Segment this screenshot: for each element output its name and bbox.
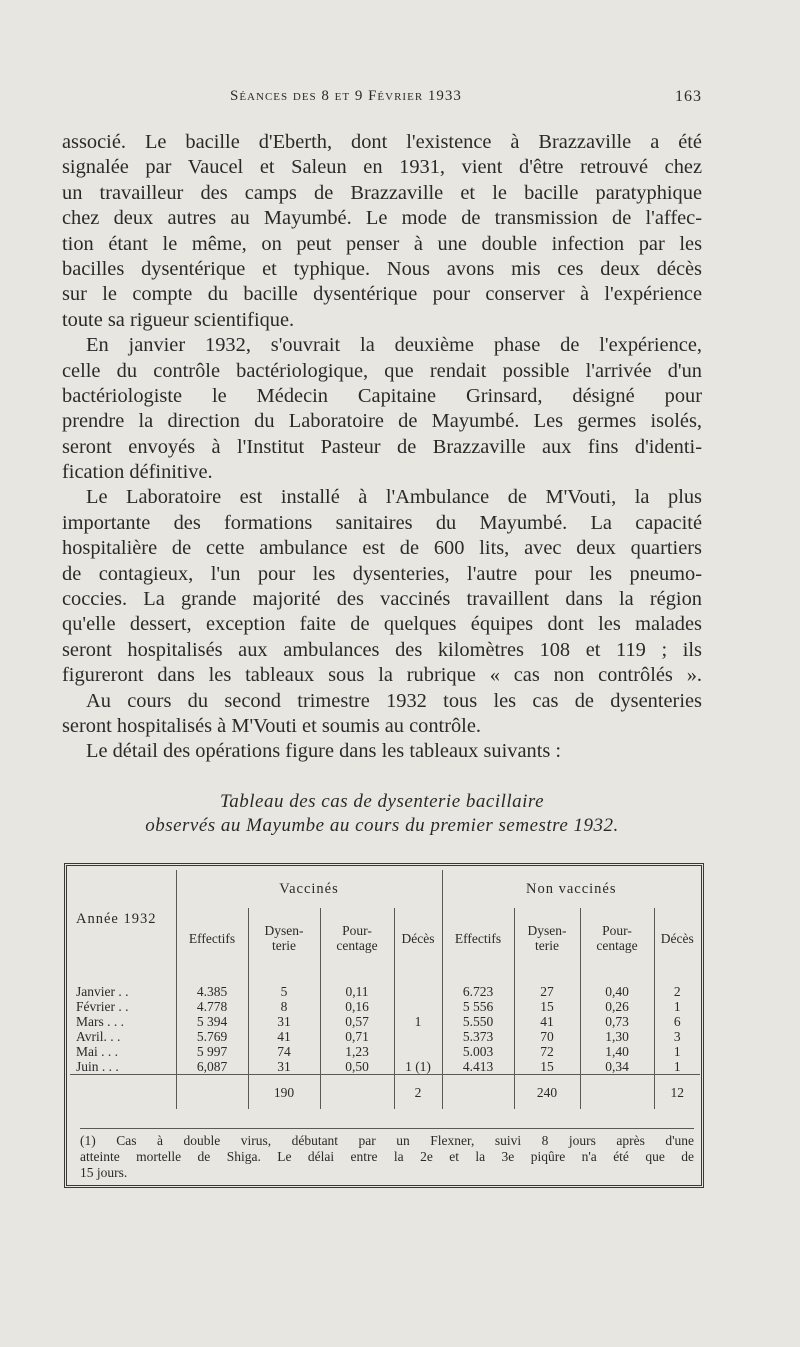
page-number: 163	[675, 88, 702, 105]
body-line: chez deux autres au Mayumbé. Le mode de transmission de l'affec-	[62, 207, 702, 230]
body-line: coccies. La grande majorité des vaccinés travaillent dans la région	[62, 588, 702, 611]
total-non-vaccinated-dysentery: 240	[514, 1075, 580, 1110]
body-line: celle du contrôle bactériologique, que rendait possible l'arrivée d'un	[62, 359, 702, 382]
total-vaccinated-deaths: 2	[394, 1075, 442, 1110]
table-row: Janvier . . 4.385 5 0,11 6.723 27 0,40 2	[70, 984, 700, 999]
table-row: Mai . . . 5 997 74 1,23 5.003 72 1,40 1	[70, 1044, 700, 1059]
body-text	[62, 130, 702, 765]
body-line: Le détail des opérations figure dans les tableaux suivants :	[86, 740, 562, 763]
non-vaccinated-group-header: Non vaccinés	[442, 870, 700, 908]
body-line: fication définitive.	[62, 461, 213, 484]
table-footnote	[80, 1128, 694, 1181]
body-line: seront hospitalisés aux ambulances des kilomètres 108 et 119 ; ils	[62, 638, 702, 661]
body-line: qu'elle dessert, exception faite de quelques équipes dont les malades	[62, 613, 702, 636]
table-row: Juin . . . 6,087 31 0,50 1 (1) 4.413 15 0,34 1	[70, 1059, 700, 1075]
body-line: hospitalière de cette ambulance est de 600 lits, avec deux quartiers	[62, 537, 702, 560]
body-line: importante des formations sanitaires du Mayumbé. La capacité	[62, 511, 702, 534]
table-row: Février . . 4.778 8 0,16 5 556 15 0,26 1	[70, 999, 700, 1014]
body-line: un travailleur des camps de Brazzaville et le bacille paratyphique	[62, 181, 702, 204]
col-header-deces: Décès	[394, 908, 442, 968]
body-line: Au cours du second trimestre 1932 tous les cas de dysenteries	[86, 689, 702, 712]
table-title	[62, 790, 702, 838]
total-vaccinated-dysentery: 190	[248, 1075, 320, 1110]
running-head: Séances des 8 et 9 Février 1933	[230, 88, 462, 104]
body-line: prendre la direction du Laboratoire de Mayumbé. Les germes isolés,	[62, 410, 702, 433]
body-line: seront hospitalisés à M'Vouti et soumis au contrôle.	[62, 714, 481, 737]
total-non-vaccinated-deaths: 12	[654, 1075, 700, 1110]
col-header-pourcentage: Pour- centage	[320, 908, 394, 968]
body-line: seront envoyés à l'Institut Pasteur de Brazzaville aux fins d'identi-	[62, 435, 702, 458]
col-header-deces: Décès	[654, 908, 700, 968]
vaccinated-group-header: Vaccinés	[176, 870, 442, 908]
body-line: signalée par Vaucel et Saleun en 1931, vient d'être retrouvé chez	[62, 156, 702, 179]
body-line: de contagieux, l'un pour les dysenteries, l'autre pour les pneumo-	[62, 562, 702, 585]
table-title-line-2: observés au Mayumbe au cours du premier semestre 1932.	[145, 815, 619, 836]
col-header-dysenterie: Dysen- terie	[248, 908, 320, 968]
body-line: toute sa rigueur scientifique.	[62, 308, 295, 331]
body-line: bacilles dysentérique et typhique. Nous avons mis ces deux décès	[62, 257, 702, 280]
body-line: figureront dans les tableaux sous la rubrique « cas non contrôlés ».	[62, 664, 702, 687]
footnote-line: (1) Cas à double virus, débutant par un Flexner, suivi 8 jours après d'une	[80, 1133, 694, 1148]
page-header	[62, 88, 702, 112]
body-line: En janvier 1932, s'ouvrait la deuxième phase de l'expérience,	[86, 334, 702, 357]
table-row: Mars . . . 5 394 31 0,57 1 5.550 41 0,73 6	[70, 1014, 700, 1029]
totals-row	[70, 1075, 700, 1110]
table-row: Avril. . . 5.769 41 0,71 5.373 70 1,30 3	[70, 1029, 700, 1044]
body-line: tion étant le même, on peut penser à une double infection par les	[62, 232, 702, 255]
col-header-effectifs: Effectifs	[442, 908, 514, 968]
body-line: associé. Le bacille d'Eberth, dont l'existence à Brazzaville a été	[62, 131, 702, 153]
col-header-dysenterie: Dysen- terie	[514, 908, 580, 968]
body-line: Le Laboratoire est installé à l'Ambulance de M'Vouti, la plus	[86, 486, 702, 509]
body-line: bactériologiste le Médecin Capitaine Grinsard, désigné pour	[62, 384, 702, 407]
body-line: sur le compte du bacille dysentérique pour conserver à l'expérience	[62, 283, 702, 306]
footnote-line: atteinte mortelle de Shiga. Le délai entre la 2e et la 3e piqûre n'a été que de	[80, 1149, 694, 1164]
dysentery-table	[70, 870, 700, 1109]
col-header-effectifs: Effectifs	[176, 908, 248, 968]
col-header-pourcentage: Pour- centage	[580, 908, 654, 968]
footnote-line: 15 jours.	[80, 1165, 128, 1180]
table-title-line-1: Tableau des cas de dysenterie bacillaire	[219, 791, 545, 812]
year-header: Année 1932	[76, 910, 157, 927]
